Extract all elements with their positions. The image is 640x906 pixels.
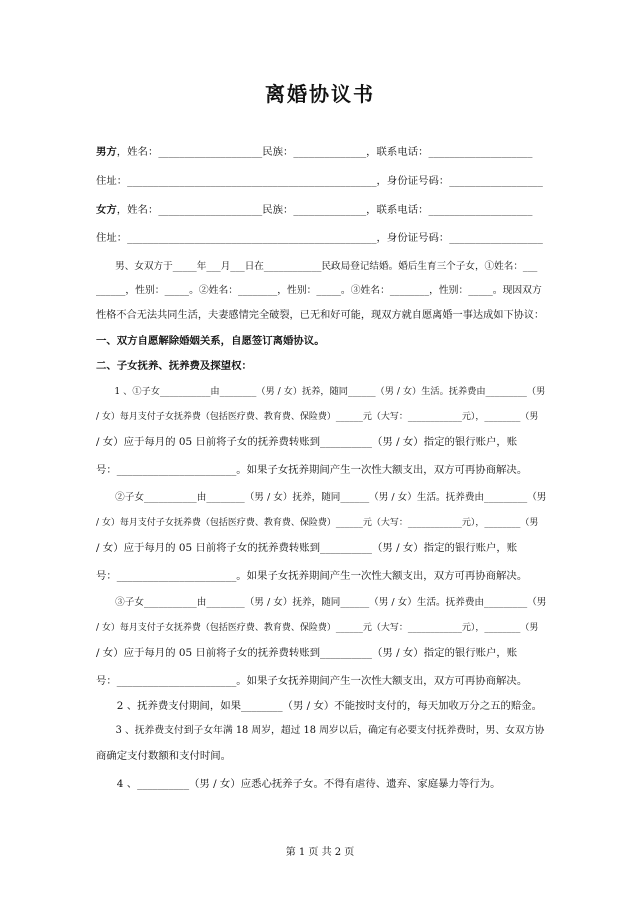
document-line [96,335,546,347]
document-title: 离婚协议书 [265,82,375,106]
party-label: 男方 [96,146,117,158]
line-text: ______，性别：_____。②姓名：________，性别：_____。③姓名：________，性别：_____。现因双方 [96,285,542,296]
line-text: 住址：________________________________________________，身份证号码：__________________ [96,232,543,244]
line-text: 男、女双方于_____年___月___日在____________民政局登记结婚。婚后生育三个子女，①姓名：___ [96,261,538,272]
line-text: / 女）应于每月的 05 日前将子女的抚养费转账到__________（男 / 女）指定的银行账户，账 [96,647,518,659]
line-text: 住址：________________________________________________，身份证号码：__________________ [96,175,543,187]
document-line [96,700,546,712]
document-line [96,778,546,790]
line-text: 性格不合无法共同生活，夫妻感情完全破裂，已无和好可能，现双方就自愿离婚一事达成如下协议： [96,310,545,321]
line-text: / 女）每月支付子女抚养费（包括医疗费、教育费、保险费）______元（大写：____________元），________（男 [96,518,539,528]
document-line [96,622,546,634]
line-text: 2 、抚养费支付期间，如果________（男 / 女）不能按时支付的，每天加收万分之五的赔金。 [96,700,543,712]
document-line [96,725,546,737]
line-text: 号：_______________________。如果子女抚养期间产生一次性大额支出，双方可再协商解决。 [96,570,528,582]
document-line [96,464,546,476]
document-line [96,360,546,372]
line-text: 二、子女抚养、抚养费及探望权： [96,360,252,372]
line-text: 号：_______________________。如果子女抚养期间产生一次性大额支出，双方可再协商解决。 [96,675,528,687]
line-text: / 女）应于每月的 05 日前将子女的抚养费转账到__________（男 / 女）指定的银行账户，账 [96,436,518,448]
line-text: / 女）每月支付子女抚养费（包括医疗费、教育费、保险费）______元（大写：____________元），________（男 [96,623,539,633]
document-line [96,517,546,529]
document-line [96,204,546,216]
document-line [96,261,546,273]
line-text: ②子女___________由________（男 / 女）抚养，随同______（男 / 女）生活。抚养费由_________（男 [96,492,547,503]
document-line [96,232,546,244]
page-footer: 第 1 页 共 2 页 [285,847,355,858]
document-line [96,597,546,609]
document-line [96,285,546,297]
line-text: ，姓名：____________________民族：______________，联系电话：____________________ [116,204,533,216]
document-line [96,310,546,322]
line-text: 号：_______________________。如果子女抚养期间产生一次性大额支出，双方可再协商解决。 [96,464,528,476]
document-line [96,542,546,554]
line-text: 4 、__________（男 / 女）应悉心抚养子女。不得有虐待、遗弃、家庭暴力等行为。 [96,778,501,790]
document-line [96,436,546,448]
line-text: / 女）每月支付子女抚养费（包括医疗费、教育费、保险费）______元（大写：____________元），________（男 [96,412,539,422]
line-text: / 女）应于每月的 05 日前将子女的抚养费转账到__________（男 / 女）指定的银行账户，账 [96,542,518,554]
document-line [96,647,546,659]
line-text: 一、双方自愿解除婚姻关系，自愿签订离婚协议。 [96,335,325,347]
document-line [96,570,546,582]
document-line [96,675,546,687]
line-text: 3 、抚养费支付到子女年满 18 周岁，超过 18 周岁以后，确定有必要支付抚养费时，男、女双方协 [96,725,545,736]
document-line [96,175,546,187]
document-line [96,146,546,158]
line-text: ③子女___________由________（男 / 女）抚养，随同______（男 / 女）生活。抚养费由_________（男 [96,597,547,608]
line-text: 商确定支付数额和支付时间。 [96,750,232,762]
document-line [96,492,546,504]
line-text: ，姓名：____________________民族：______________，联系电话：____________________ [116,146,533,158]
party-label: 女方 [96,204,117,216]
document-line [96,386,546,398]
document-line [96,411,546,423]
document-line [96,750,546,762]
line-text: 1 、①子女___________由________（男 / 女）抚养，随同______（男 / 女）生活。抚养费由_________（男 [96,386,546,397]
